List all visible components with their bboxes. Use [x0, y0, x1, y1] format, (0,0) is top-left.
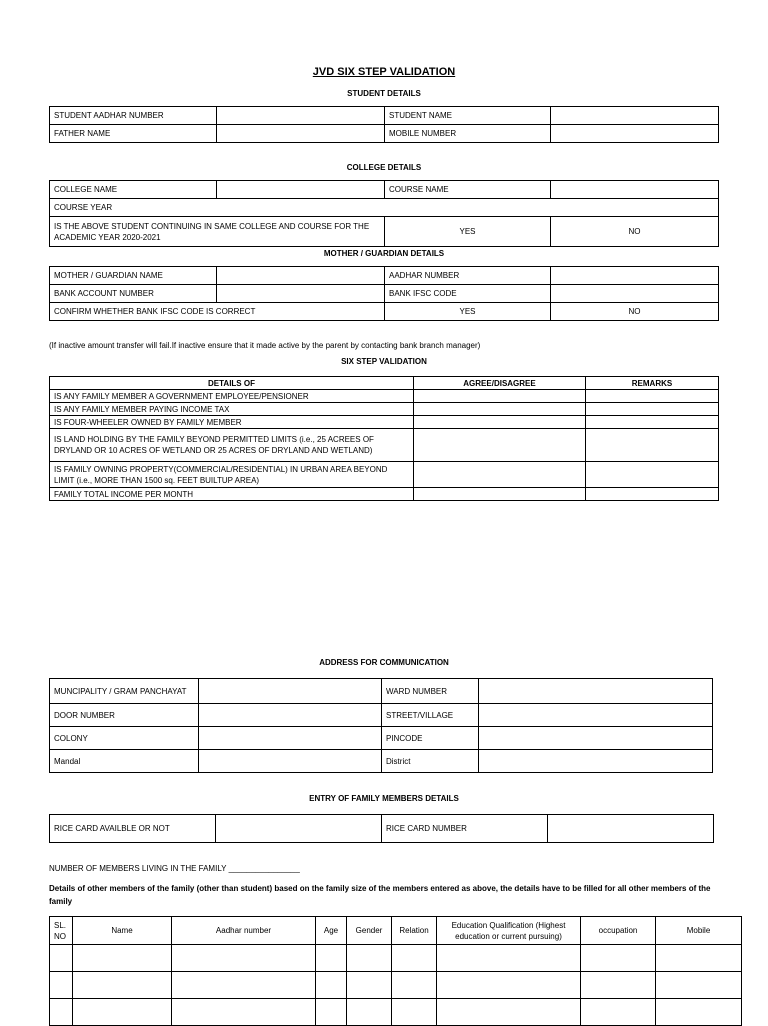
column-header-details: DETAILS OF: [50, 377, 414, 390]
column-header-aadhar: Aadhar number: [172, 917, 316, 945]
table-cell[interactable]: [347, 945, 392, 972]
agree-disagree-field[interactable]: [414, 390, 586, 403]
validation-question: IS FOUR-WHEELER OWNED BY FAMILY MEMBER: [50, 416, 414, 429]
column-header-sl-no: SL. NO: [50, 917, 73, 945]
members-count-line: [49, 864, 300, 873]
mandal-label: Mandal: [50, 750, 199, 773]
address-table: [49, 678, 713, 773]
bank-account-field[interactable]: [217, 285, 385, 303]
family-members-heading: ENTRY OF FAMILY MEMBERS DETAILS: [309, 794, 459, 803]
table-cell[interactable]: [50, 945, 73, 972]
table-cell[interactable]: [73, 999, 172, 1026]
bank-ifsc-label: BANK IFSC CODE: [385, 285, 551, 303]
table-cell[interactable]: [316, 945, 347, 972]
student-name-field[interactable]: [551, 107, 719, 125]
validation-question: FAMILY TOTAL INCOME PER MONTH: [50, 488, 414, 501]
colony-label: COLONY: [50, 727, 199, 750]
mother-details-heading: MOTHER / GUARDIAN DETAILS: [323, 249, 445, 258]
address-heading: ADDRESS FOR COMMUNICATION: [319, 658, 449, 667]
rice-card-available-field[interactable]: [216, 815, 382, 843]
student-aadhar-field[interactable]: [217, 107, 385, 125]
mother-name-label: MOTHER / GUARDIAN NAME: [50, 267, 217, 285]
student-name-label: STUDENT NAME: [385, 107, 551, 125]
inactive-account-note: (If inactive amount transfer will fail.If inactive ensure that it made active by the parent by contacting bank branch manager): [49, 341, 481, 350]
confirm-ifsc-label: CONFIRM WHETHER BANK IFSC CODE IS CORRECT: [50, 303, 385, 321]
college-name-field[interactable]: [217, 181, 385, 199]
table-cell[interactable]: [581, 945, 656, 972]
municipality-field[interactable]: [199, 679, 382, 704]
members-count-blank[interactable]: ________________: [228, 864, 300, 873]
remarks-field[interactable]: [586, 390, 719, 403]
column-header-remarks: REMARKS: [586, 377, 719, 390]
mother-details-table: [49, 266, 719, 321]
table-cell[interactable]: [437, 945, 581, 972]
confirm-ifsc-yes-option[interactable]: YES: [385, 303, 551, 321]
remarks-field[interactable]: [586, 462, 719, 488]
table-cell[interactable]: [437, 999, 581, 1026]
column-header-occupation: occupation: [581, 917, 656, 945]
table-cell[interactable]: [172, 999, 316, 1026]
rice-card-available-label: RICE CARD AVAILBLE OR NOT: [50, 815, 216, 843]
mandal-field[interactable]: [199, 750, 382, 773]
rice-card-number-field[interactable]: [548, 815, 714, 843]
rice-card-table: [49, 814, 714, 843]
table-cell[interactable]: [392, 945, 437, 972]
mobile-number-label: MOBILE NUMBER: [385, 125, 551, 143]
table-cell[interactable]: [172, 972, 316, 999]
father-name-field[interactable]: [217, 125, 385, 143]
table-row: [50, 999, 742, 1026]
table-cell[interactable]: [50, 999, 73, 1026]
municipality-label: MUNCIPALITY / GRAM PANCHAYAT: [50, 679, 199, 704]
mobile-number-field[interactable]: [551, 125, 719, 143]
column-header-age: Age: [316, 917, 347, 945]
door-number-field[interactable]: [199, 704, 382, 727]
street-village-field[interactable]: [479, 704, 713, 727]
college-name-label: COLLEGE NAME: [50, 181, 217, 199]
six-step-validation-table: [49, 376, 719, 501]
agree-disagree-field[interactable]: [414, 462, 586, 488]
table-cell[interactable]: [347, 972, 392, 999]
student-details-table: [49, 106, 719, 143]
course-name-label: COURSE NAME: [385, 181, 551, 199]
agree-disagree-field[interactable]: [414, 488, 586, 501]
table-cell[interactable]: [437, 972, 581, 999]
pincode-field[interactable]: [479, 727, 713, 750]
table-cell[interactable]: [316, 972, 347, 999]
college-details-heading: COLLEGE DETAILS: [346, 163, 422, 172]
rice-card-number-label: RICE CARD NUMBER: [382, 815, 548, 843]
validation-question: IS LAND HOLDING BY THE FAMILY BEYOND PERMITTED LIMITS (i.e., 25 ACREES OF DRYLAND OR 10 ACRES OF WETLAND OR 25 ACRES OF DRYLAND AND WETLAND): [50, 429, 414, 462]
table-cell[interactable]: [656, 999, 742, 1026]
six-step-validation-heading: SIX STEP VALIDATION: [341, 357, 427, 366]
table-cell[interactable]: [392, 972, 437, 999]
table-cell[interactable]: [656, 945, 742, 972]
family-instruction: Details of other members of the family (other than student) based on the family size of the members entered as above, the details have to be filled for all other members of the family: [49, 884, 711, 906]
father-name-label: FATHER NAME: [50, 125, 217, 143]
agree-disagree-field[interactable]: [414, 429, 586, 462]
mother-aadhar-field[interactable]: [551, 267, 719, 285]
table-cell[interactable]: [316, 999, 347, 1026]
pincode-label: PINCODE: [382, 727, 479, 750]
ward-number-label: WARD NUMBER: [382, 679, 479, 704]
column-header-agree: AGREE/DISAGREE: [414, 377, 586, 390]
confirm-ifsc-no-option[interactable]: NO: [551, 303, 719, 321]
district-field[interactable]: [479, 750, 713, 773]
remarks-field[interactable]: [586, 416, 719, 429]
validation-question: IS FAMILY OWNING PROPERTY(COMMERCIAL/RESIDENTIAL) IN URBAN AREA BEYOND LIMIT (i.e., MORE THAN 1500 sq. FEET BUILTUP AREA): [50, 462, 414, 488]
continuing-question: IS THE ABOVE STUDENT CONTINUING IN SAME COLLEGE AND COURSE FOR THE ACADEMIC YEAR 2020-2021: [50, 217, 385, 247]
bank-account-label: BANK ACCOUNT NUMBER: [50, 285, 217, 303]
agree-disagree-field[interactable]: [414, 416, 586, 429]
college-details-table: [49, 180, 719, 247]
table-cell[interactable]: [172, 945, 316, 972]
student-aadhar-label: STUDENT AADHAR NUMBER: [50, 107, 217, 125]
bank-ifsc-field[interactable]: [551, 285, 719, 303]
table-row: [50, 972, 742, 999]
validation-question: IS ANY FAMILY MEMBER A GOVERNMENT EMPLOYEE/PENSIONER: [50, 390, 414, 403]
table-cell[interactable]: [347, 999, 392, 1026]
course-year-label: COURSE YEAR: [50, 199, 719, 217]
table-cell[interactable]: [73, 945, 172, 972]
remarks-field[interactable]: [586, 488, 719, 501]
district-label: District: [382, 750, 479, 773]
column-header-education: Education Qualification (Highest education or current pursuing): [437, 917, 581, 945]
table-cell[interactable]: [392, 999, 437, 1026]
agree-disagree-field[interactable]: [414, 403, 586, 416]
table-cell[interactable]: [581, 999, 656, 1026]
colony-field[interactable]: [199, 727, 382, 750]
table-cell[interactable]: [656, 972, 742, 999]
mother-name-field[interactable]: [217, 267, 385, 285]
ward-number-field[interactable]: [479, 679, 713, 704]
student-details-heading: STUDENT DETAILS: [347, 89, 421, 98]
members-count-label: NUMBER OF MEMBERS LIVING IN THE FAMILY: [49, 864, 227, 873]
family-members-table: [49, 916, 742, 1026]
column-header-gender: Gender: [347, 917, 392, 945]
table-cell[interactable]: [581, 972, 656, 999]
course-name-field[interactable]: [551, 181, 719, 199]
page-title: JVD SIX STEP VALIDATION: [312, 66, 456, 78]
door-number-label: DOOR NUMBER: [50, 704, 199, 727]
continuing-yes-option[interactable]: YES: [385, 217, 551, 247]
street-village-label: STREET/VILLAGE: [382, 704, 479, 727]
table-row: [50, 945, 742, 972]
remarks-field[interactable]: [586, 429, 719, 462]
column-header-mobile: Mobile: [656, 917, 742, 945]
column-header-name: Name: [73, 917, 172, 945]
remarks-field[interactable]: [586, 403, 719, 416]
column-header-relation: Relation: [392, 917, 437, 945]
table-cell[interactable]: [73, 972, 172, 999]
table-cell[interactable]: [50, 972, 73, 999]
continuing-no-option[interactable]: NO: [551, 217, 719, 247]
mother-aadhar-label: AADHAR NUMBER: [385, 267, 551, 285]
validation-question: IS ANY FAMILY MEMBER PAYING INCOME TAX: [50, 403, 414, 416]
